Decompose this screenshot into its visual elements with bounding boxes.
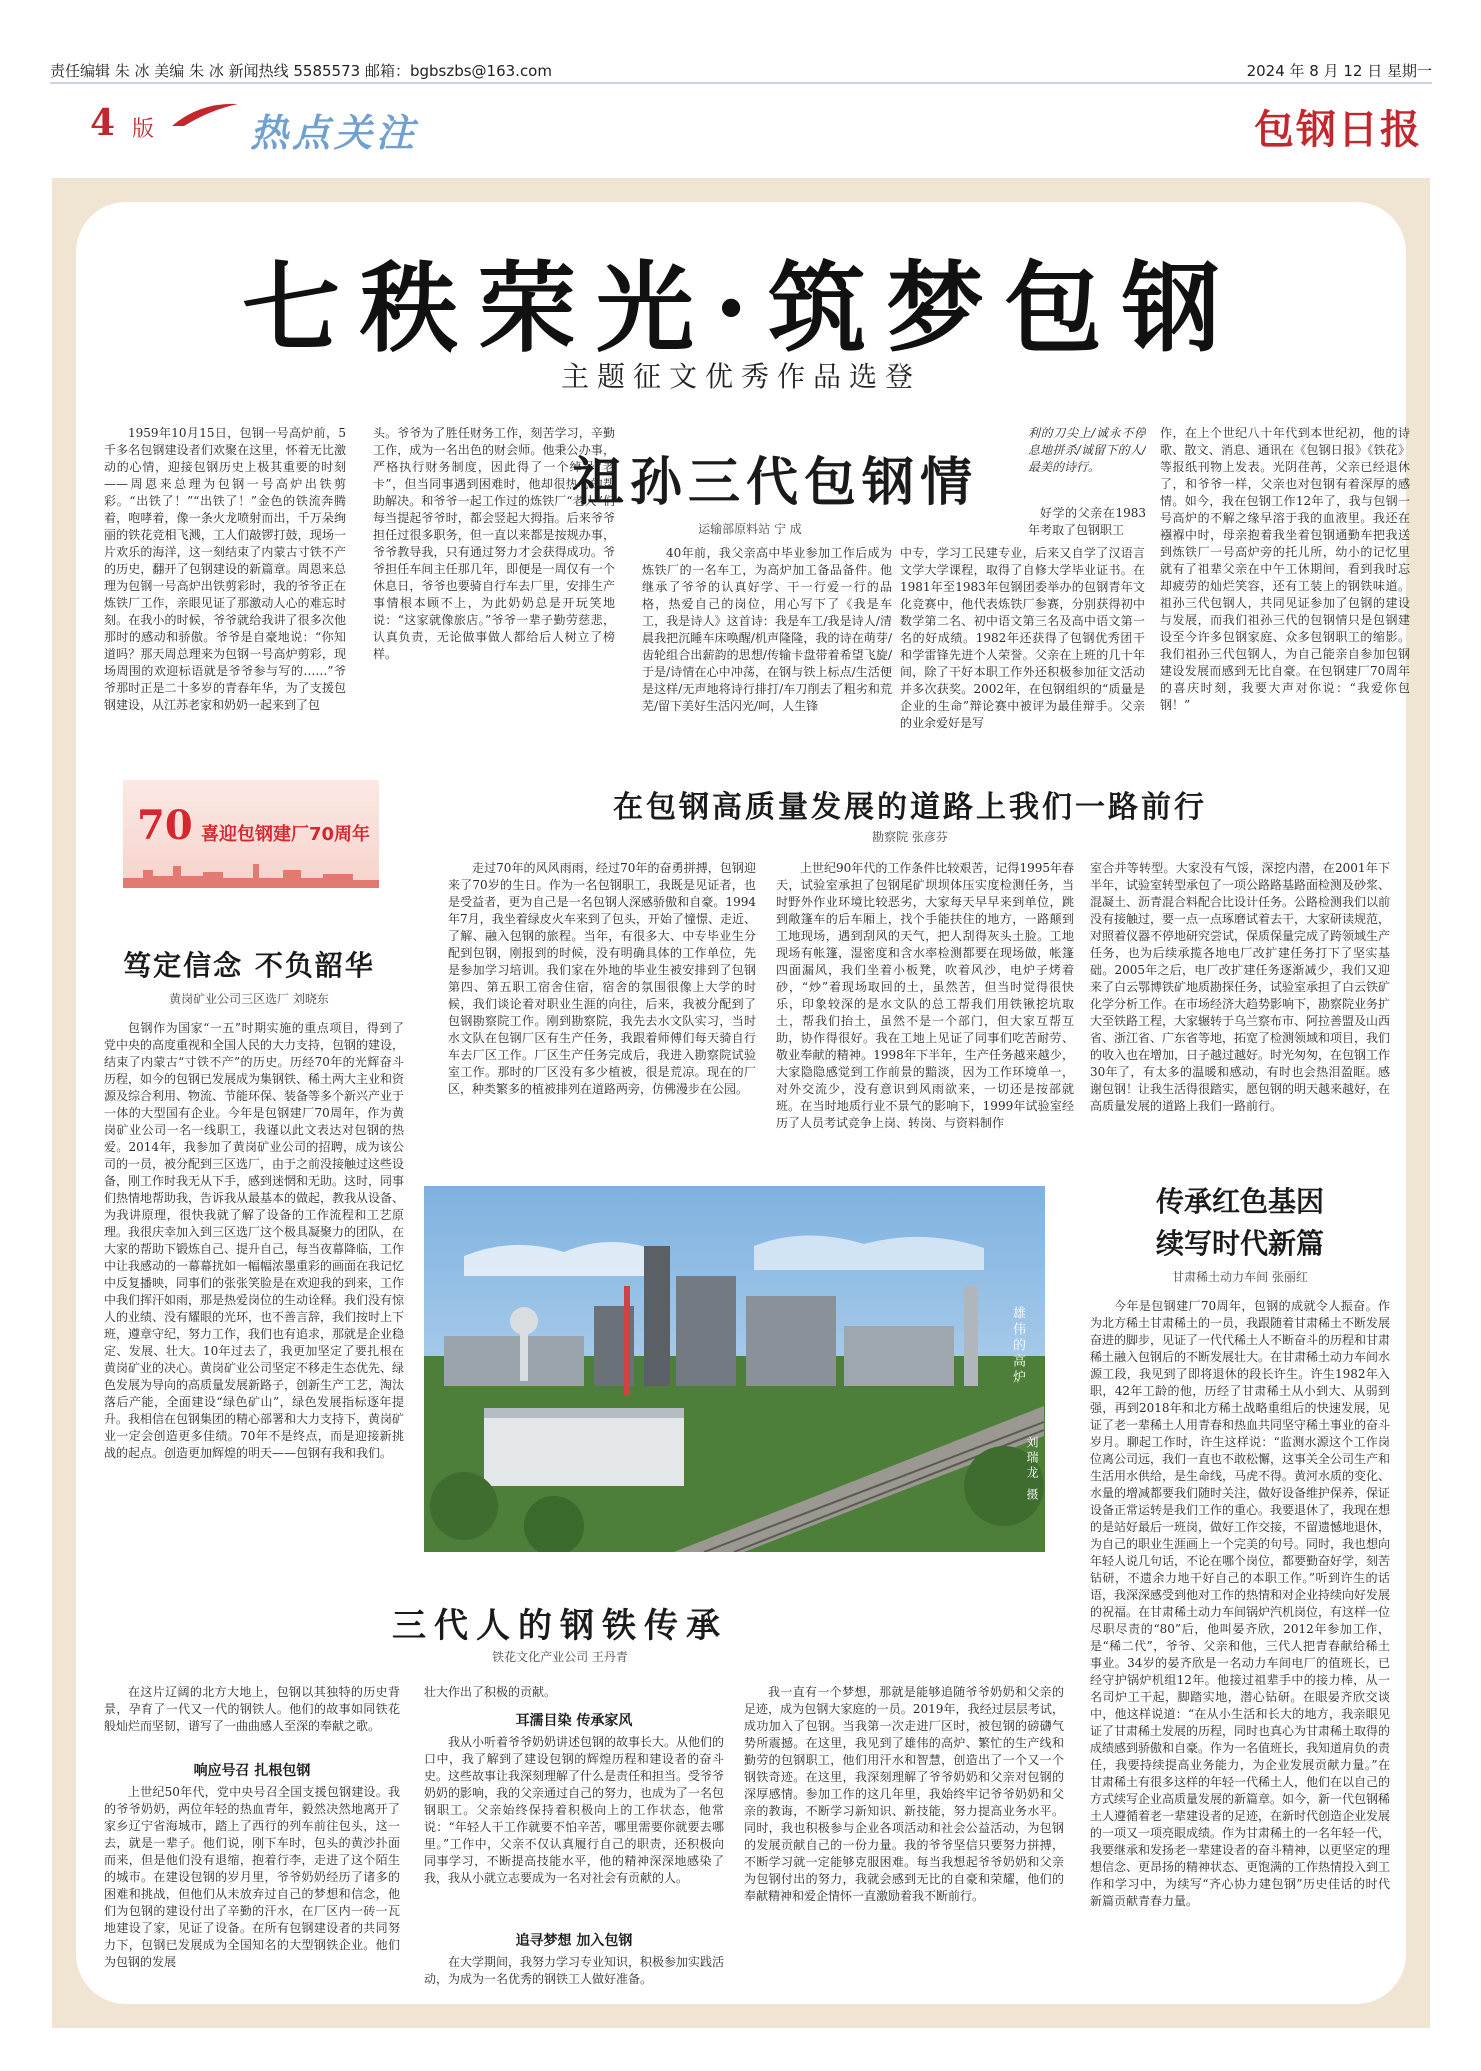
article4-title-line1: 传承红色基因: [1155, 1185, 1324, 1218]
article5-subhead-2: 耳濡目染 传承家风: [515, 1713, 633, 1729]
article1-byline: 运输部原料站 宁 成: [698, 522, 802, 536]
article2-byline: 勘察院 张彦芬: [872, 830, 948, 844]
banner-text: 喜迎包钢建厂70周年: [201, 824, 371, 845]
article5-subhead-1: 响应号召 扎根包钢: [193, 1763, 311, 1779]
article4-byline: 甘肃稀土动力车间 张丽红: [1172, 1270, 1308, 1284]
photo-credit: 刘瑞龙 摄: [1025, 1436, 1039, 1503]
article2-col1: 走过70年的风风雨雨，经过70年的奋勇拼搏，包钢迎来了70岁的生日。作为一名包钢职工，我既是见证者，也是受益者，更为自己是一名包钢人深感骄傲和自豪。1994年7月，我坐着绿皮火车来到了包头，开始了憧憬、走近、了解、融入包钢的旅程。当年，有很多大、中专毕业生分配到包钢，刚报到的时候，没有明确具体的工作单位，先是参加学习培训。我们家在外地的毕业生被安排到了包钢第四、第五职工宿舍住宿，宿舍的氛围很像上大学的时候，我们谈论着对职业生涯的向往，后来，我被分配到了包钢勘察院工作。刚到勘察院，我先去水文队实习，当时水文队在包钢厂区有生产任务，我跟着师傅们每天骑自行车去厂区工作。厂区生产任务完成后，我进入勘察院试验室工作。那时的厂区没有多少植被，很是荒凉。现在的厂区，种类繁多的植被排列在道路两旁，仿佛漫步在公园。: [448, 861, 756, 1096]
article1-col3: 40年前，我父亲高中毕业参加工作后成为炼铁厂的一名车工，为高炉加工备品备件。他继承了爷爷的认真好学、干一行爱一行的品格，热爱自己的岗位，用心写下了《我是车工，我是诗人》这首诗：我是车工/我是诗人/清晨我把沉睡车床唤醒/机声隆隆，我的诗在萌芽/齿轮组合出薪韵的思想/传输卡盘带着希望飞旋/于是/诗情在心中冲荡，在钢与铁上标点/生活便是这样/无声地将诗行排打/车刀削去了粗劣和荒芜/留下美好生活闪光/呵，人生锋: [642, 546, 892, 713]
article5-byline: 铁花文化产业公司 王丹青: [492, 1650, 628, 1664]
factory-illustration: [424, 1186, 1045, 1552]
skyline-icon: [123, 858, 379, 888]
article5-col3: 我一直有一个梦想，那就是能够追随爷爷奶奶和父亲的足迹，成为包钢大家庭的一员。2019年，我经过层层考试，成功加入了包钢。当我第一次走进厂区时，被包钢的磅礴气势所震撼。在这里，我见到了雄伟的高炉、繁忙的生产线和勤劳的包钢职工，他们用汗水和智慧，创造出了一个又一个钢铁奇迹。在这里，我深刻理解了爷爷奶奶和父亲对包钢的深厚感情。参加工作的这几年里，我始终牢记爷爷奶奶和父亲的教诲，不断学习新知识、新技能，努力提高业务水平。同时，我也积极参与企业各项活动和社会公益活动，为包钢的发展贡献自己的一份力量。我的爷爷坚信只要努力拼搏，不断学习就一定能够克服困难。每当我想起爷爷奶奶和父亲为包钢付出的努力，我就会感到无比的自豪和荣耀，他们的奉献精神和爱企情怀一直激励着我不断前行。: [744, 1685, 1064, 1903]
article2-col3: 室合并等转型。大家没有气馁，深挖内潜，在2001年下半年，试验室转型承包了一项公路路基路面检测及砂浆、混凝土、沥青混合料配合比设计任务。公路检测我们以前没有接触过，要一点一点琢磨试着去干，大家研读规范，对照着仪器不停地研究尝试，保质保量完成了跨领域生产任务，也为后续承揽各地电厂改扩建任务打下了坚实基础。2005年之后，电厂改扩建任务逐渐减少，我们又迎来了白云鄂博铁矿地质勘探任务，试验室承担了白云铁矿化学分析工作。在市场经济大趋势影响下，勘察院业务扩大至铁路工程，大家辗转于乌兰察布市、阿拉善盟及山西省、浙江省、广东省等地，拓宽了检测领域和项目，我们的收入也在增加，日子越过越好。时光匆匆，在包钢工作30年了，有太多的温暖和感动，有时也会热泪盈眶。感谢包钢！让我生活得很踏实，愿包钢的明天越来越好，在高质量发展的道路上我们一路前行。: [1090, 861, 1390, 1113]
article5-col1: 上世纪50年代，党中央号召全国支援包钢建设。我的爷爷奶奶，两位年轻的热血青年，毅然决然地离开了家乡辽宁省海城市，踏上了西行的列车前往包头，这一去，就是一辈子。他们说，刚下车时，包头的黄沙扑面而来，但是他们没有退缩，抱着行李，走进了这个陌生的城市。在建设包钢的岁月里，爷爷奶奶经历了诸多的困难和挑战，但他们从未放弃过自己的梦想和信念，他们为包钢的建设付出了辛勤的汗水，在厂区内一砖一瓦地建设了家，见证了设备。在所有包钢建设者的共同努力下，包钢已发展成为全国知名的大型钢铁企业。他们为包钢的发展: [104, 1785, 400, 1969]
section-band: [50, 90, 1432, 155]
article1-col2: 头。爷爷为了胜任财务工作，刻苦学习，辛勤工作，成为一名出色的财会师。他秉公办事，严格执行财务制度，因此得了一个绰号“老卡”，但当同事遇到困难时，他却很热心的帮助解决。和爷爷一起工作过的炼铁厂“老人”们每当提起爷爷时，都会竖起大拇指。后来爷爷担任过很多职务，但一直以来都是按规办事，爷爷教导我，只有通过努力才会获得成功。爷爷担任车间主任那几年，即便是一周仅有一个休息日，爷爷也要骑自行车去厂里，安排生产事情根本顾不上，为此奶奶总是开玩笑地说：“这家就像旅店。”爷爷一辈子勤劳慈悲，认真负责，无论做事做人都给后人树立了榜样。: [373, 426, 615, 661]
article1-col6: 作，在上个世纪八十年代到本世纪初，他的诗歌、散文、消息、通讯在《包钢日报》《铁花》等报纸刊物上发表。光阴荏苒，父亲已经退休了，和爷爷一样，父亲也对包钢有着深厚的感情。如今，我在包钢工作12年了，我与包钢一号高炉的不解之缘早溶于我的血液里。我还在襁褓中时，母亲抱着我坐着包钢通勤车把我送到炼铁厂一号高炉旁的托儿所，幼小的记忆里就有了祖辈父亲在中午工休期间，看到我时忘却疲劳的灿烂笑容，还有工装上的钢铁味道。祖孙三代包钢人，共同见证参加了包钢的建设与发展，而我们祖孙三代的包钢情只是包钢建设至今许多包钢家庭、众多包钢职工的缩影。我们祖孙三代包钢人，为自己能亲自参加包钢建设发展而感到无比自豪。在包钢建厂70周年的喜庆时刻，我要大声对你说：“我爱你包钢！”: [1160, 426, 1410, 712]
issue-date: 2024 年 8 月 12 日 星期一: [1246, 62, 1432, 80]
newspaper-logo: 包钢日报: [1254, 106, 1422, 153]
swoosh-icon: [170, 100, 240, 130]
page-header: [50, 58, 1432, 80]
article5-col2-start: 壮大作出了积极的贡献。: [424, 1685, 557, 1699]
article3-byline: 黄岗矿业公司三区选厂 刘晓东: [169, 992, 329, 1006]
article5-col2-end: 在大学期间，我努力学习专业知识，积极参加实践活动，为成为一名优秀的钢铁工人做好准备。: [424, 1955, 724, 1986]
article3-title: 笃定信念 不负韶华: [123, 949, 375, 982]
page-number: 4: [90, 102, 116, 144]
article4-title-line2: 续写时代新篇: [1155, 1227, 1324, 1260]
photo-caption: 雄伟的高炉: [1010, 1306, 1025, 1386]
feature-title: 七秩荣光·筑梦包钢: [241, 251, 1241, 366]
page-number-suffix: 版: [132, 117, 155, 142]
article1-col5: 好学的父亲在1983年考取了包钢职工: [1028, 506, 1146, 537]
article1-col4: 中专，学习工民建专业，后来又自学了汉语言文学大学课程，取得了自修大学毕业证书。在1981年至1983年包钢团委举办的包钢青年文化竞赛中，他代表炼铁厂参赛，分别获得初中数学第二名、初中语文第三名及高中语文第一名的好成绩。1982年还获得了包钢优秀团干和学雷锋先进个人荣誉。父亲在上班的几十年间，除了干好本职工作外还积极参加征文活动并多次获奖。2002年，在包钢组织的“质量是企业的生命”辩论赛中被评为最佳辩手。父亲的业余爱好是写: [900, 546, 1145, 730]
header-divider: [50, 82, 1432, 84]
article5-col2: 我从小听着爷爷奶奶讲述包钢的故事长大。从他们的口中，我了解到了建设包钢的辉煌历程和建设者的奋斗史。这些故事让我深刻理解了什么是责任和担当。受爷爷奶奶的影响，我的父亲通过自己的努力，也成为了一名包钢职工。父亲始终保持着积极向上的工作状态，他常说：“年轻人干工作就要不怕辛苦，哪里需要你就要去哪里。”工作中，父亲不仅认真履行自己的职责，还积极向同事学习，不断提高技能水平，他的精神深深地感染了我，我从小就立志要成为一名对社会有贡献的人。: [424, 1735, 724, 1885]
feature-subtitle: 主题征文优秀作品选登: [560, 360, 921, 393]
article1-poem: 利的刀尖上/诚永不停息地拼杀/诚留下的人/最美的诗行。: [1028, 426, 1146, 474]
section-title: 热点关注: [250, 110, 419, 155]
article1-title: 祖孙三代包钢情: [571, 452, 978, 513]
editor-info: 责任编辑 朱 冰 美编 朱 冰 新闻热线 5585573 邮箱：bgbszbs@163.com: [50, 62, 552, 80]
anniversary-banner: [123, 780, 379, 888]
article4-body: 今年是包钢建厂70周年，包钢的成就令人振奋。作为北方稀土甘肃稀土的一员，我跟随着甘肃稀土不断发展奋进的脚步，见证了一代代稀土人不断奋斗的历程和甘肃稀土融入包钢后的不断发展壮大。在甘肃稀土动力车间水源工段，我见到了即将退休的段长许生。许生1982年入职，42年工龄的他，历经了甘肃稀土从小到大、从弱到强，再到2018年和北方稀土战略重组后的快速发展，见证了老一辈稀土人用青春和热血共同坚守稀土事业的奋斗岁月。聊起工作时，许生这样说：“监测水源这个工作岗位离公司远，我们一直也不敢松懈，这事关全公司生产和生活用水供给，是生命线，马虎不得。黄河水质的变化、水量的增减都要我们随时关注，做好设备维护保养，保证设备正常运转是我们工作的重心。我要退休了，我现在想的是站好最后一班岗，做好工作交接，不留遗憾地退休，为自己的职业生涯画上一个完美的句号。同时，我也想向年轻人说几句话，不论在哪个岗位，都要勤奋好学，刻苦钻研，不遗余力地干好自己的本职工作。”听到许生的话语，我深深感受到他对工作的热情和对企业持续向好发展的祝福。在甘肃稀土动力车间锅炉汽机岗位，有这样一位尽职尽责的“80”后，他叫晏齐欣，2012年参加工作，是“稀二代”，爷爷、父亲和他，三代人把青春献给稀土事业。34岁的晏齐欣是一名动力车间电厂的值班长，已经守护锅炉机组12年。他接过祖辈手中的接力棒，从一名司炉工干起，脚踏实地，潜心钻研。在眼晏齐欣交谈中，他这样说道：“在从小生活和长大的地方，我亲眼见证了甘肃稀土发展的历程，同时也真心为甘肃稀土取得的成绩感到骄傲和自豪。作为一名值班长，我知道肩负的责任，我要持续提高业务能力，为企业发展贡献力量。”在甘肃稀土有很多这样的年轻一代稀土人，他们在以自己的方式续写企业高质量发展的新篇章。如今，新一代包钢稀土人遵循着老一辈建设者的足迹，在新时代创造企业发展的一项又一项亮眼成绩。作为甘肃稀土的一名年轻一代，我要继承和发扬老一辈建设者的奋斗精神，以更坚定的理想信念、更昂扬的精神状态、更饱满的工作热情投入到工作和学习中，为续写“齐心协力建包钢”历史佳话的时代新篇贡献青春力量。: [1090, 1299, 1390, 1908]
article5-subhead-3: 追寻梦想 加入包钢: [515, 1933, 633, 1949]
article2-title: 在包钢高质量发展的道路上我们一路前行: [613, 790, 1207, 825]
article3-body: 包钢作为国家“一五”时期实施的重点项目，得到了党中央的高度重视和全国人民的大力支持，包钢的建设，结束了内蒙古“寸铁不产”的历史。历经70年的光辉奋斗历程，如今的包钢已发展成为集钢铁、稀土两大主业和资源及综合利用、物流、节能环保、装备等多个新兴产业于一体的大型国有企业。今年是包钢建厂70周年，作为黄岗矿业公司一名一线职工，我谨以此文表达对包钢的热爱。2014年，我参加了黄岗矿业公司的招聘，成为该公司的一员，被分配到三区选厂，由于之前没接触过这些设备，刚工作时我无从下手，感到迷惘和无助。这时，同事们热情地帮助我，告诉我从最基本的做起，教我从设备、为我讲原理，很快我就了解了设备的工作流程和工艺原理。我很庆幸加入到三区选厂这个极具凝聚力的团队，在大家的帮助下锻炼自己、提升自己，每当夜幕降临，工作中让我感动的一幕幕扰如一幅幅浓墨重彩的画面在我记忆中反复播映，同事们的张张笑脸是在欢迎我的到来，工作中我们挥汗如雨，那是热爱岗位的生动诠释。我们没有惊人的业绩、没有耀眼的光环，也不善言辞，我们按时上下班，遵章守纪，努力工作，我们也有追求，那就是企业稳定、发展、壮大。10年过去了，我更加坚定了要扎根在黄岗矿业的决心。黄岗矿业公司坚定不移走生态优先、绿色发展为导向的高质量发展新路子，创新生产工艺，淘汰落后产能，全面建设“绿色矿山”，绿色发展指标逐年提升。我相信在包钢集团的精心部署和大力支持下，黄岗矿业一定会创造更多佳绩。70年不是终点，而是迎接新挑战的起点。创造更加辉煌的明天——包钢有我和我们。: [104, 1021, 404, 1460]
article2-col2: 上世纪90年代的工作条件比较艰苦，记得1995年春天，试验室承担了包钢尾矿坝坝体压实度检测任务，当时野外作业环境比较恶劣，大家每天早早来到单位，跳到敞篷车的后车厢上，找个手能扶住的地方，一路颠到工地现场，遇到刮风的天气，把人刮得灰头土脸。工地现场有帐篷，湿密度和含水率检测都要在现场做，帐篷四面漏风，我们坐着小板凳，吹着风沙，电炉子烤着砂，“炒”着现场取回的土，虽然苦，但当时觉得很快乐，印象较深的是水文队的总工帮我们用铁锹挖坑取土，帮我们抬土，虽然不是一个部门，但大家互帮互助，协作得很好。我在工地上见证了同事们吃苦耐劳、敬业奉献的精神。1998年下半年，生产任务越来越少，大家隐隐感觉到工作前景的黯淡，因为工作环境单一，对外交流少，没有意识到风雨欲来，一切还是按部就班。在当时地质行业不景气的影响下，1999年试验室经历了人员考试竞争上岗、转岗、与资料制作: [776, 861, 1074, 1130]
banner-number: 70: [137, 802, 193, 849]
article5-intro: 在这片辽阔的北方大地上，包钢以其独特的历史背景，孕育了一代又一代的钢铁人。他们的故事如同铁花般灿烂而坚韧，谱写了一曲曲感人至深的奉献之歌。: [104, 1685, 400, 1733]
blast-furnace-photo: [424, 1186, 1045, 1552]
article1-col1: 1959年10月15日，包钢一号高炉前，5千多名包钢建设者们欢聚在这里，怀着无比激动的心情，迎接包钢历史上极其重要的时刻——周恩来总理为包钢一号高炉出铁剪彩。“出铁了！”“出铁了！”金色的铁流奔腾着，咆哮着，像一条火龙喷射而出，千万朵绚丽的铁花竞相飞溅，工人们敲锣打鼓，现场一片欢乐的海洋，这一刻结束了内蒙古寸铁不产的历史，翻开了包钢建设的新篇章。周恩来总理为包钢一号高炉出铁剪彩时，我的爷爷正在炼铁厂工作，亲眼见证了那激动人心的难忘时刻。在我小的时候，爷爷就给我讲了很多次他那时的感动和骄傲。爷爷是自豪地说：“你知道吗？那天周总理来为包钢一号高炉剪彩，现场周围的欢迎标语就是爷爷参与写的……”爷爷那时正是二十多岁的青春年华，为了支援包钢建设，从江苏老家和奶奶一起来到了包: [104, 426, 346, 712]
article5-title: 三代人的钢铁传承: [392, 1606, 728, 1646]
